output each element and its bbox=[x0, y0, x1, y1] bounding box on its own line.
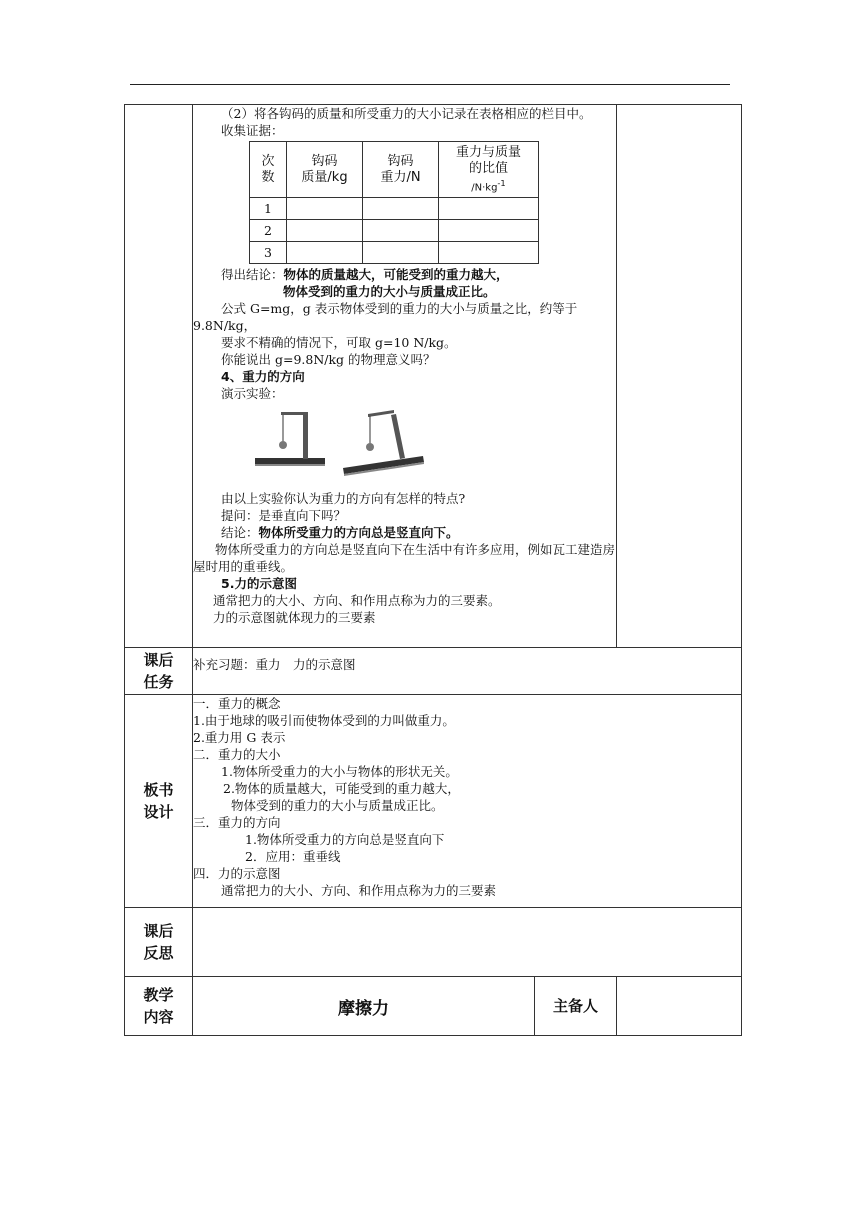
row-index: 3 bbox=[250, 242, 287, 264]
board-line: 一．重力的概念 bbox=[193, 696, 281, 711]
lesson-plan-table bbox=[124, 104, 742, 1036]
table-row bbox=[250, 242, 539, 264]
empty-cell bbox=[439, 242, 539, 264]
table-row bbox=[250, 220, 539, 242]
evidence-header-row bbox=[250, 142, 539, 198]
board-line: 四．力的示意图 bbox=[193, 866, 281, 881]
ask-text: 提问：是垂直向下吗？ bbox=[221, 508, 347, 523]
conclusion-line-1: 得出结论：物体的质量越大，可能受到的重力越大， bbox=[221, 267, 509, 282]
board-line: 2.物体的质量越大，可能受到的重力越大， bbox=[223, 781, 460, 796]
next-topic-title: 摩擦力 bbox=[193, 977, 535, 1036]
step2-text: （2）将各钩码的质量和所受重力的大小记录在表格相应的栏目中。 bbox=[221, 106, 592, 121]
reflection-content bbox=[193, 908, 742, 977]
empty-cell bbox=[363, 220, 439, 242]
process-row bbox=[125, 105, 742, 648]
preparer-label: 主备人 bbox=[535, 977, 617, 1036]
direction-conclusion: 结论：物体所受重力的方向总是竖直向下。 bbox=[221, 525, 459, 540]
homework-row bbox=[125, 648, 742, 695]
board-line: 二．重力的大小 bbox=[193, 747, 281, 762]
empty-cell bbox=[287, 220, 363, 242]
level-bob bbox=[279, 441, 287, 449]
level-base bbox=[255, 458, 325, 464]
section5-heading: 5.力的示意图 bbox=[221, 576, 297, 591]
formula-text: 公式 G=mg，g 表示物体受到的重力的大小与质量之比，约等于 9.8N/kg， bbox=[193, 301, 578, 333]
tilted-arm bbox=[368, 410, 394, 417]
question-text: 你能说出 g=9.8N/kg 的物理意义吗？ bbox=[221, 352, 436, 367]
tilted-bob bbox=[366, 443, 374, 451]
empty-cell bbox=[363, 242, 439, 264]
board-line: 1.物体所受重力的方向总是竖直向下 bbox=[245, 832, 445, 847]
row-index: 1 bbox=[250, 198, 287, 220]
reflection-row bbox=[125, 908, 742, 977]
empty-cell bbox=[439, 220, 539, 242]
board-content bbox=[193, 695, 742, 908]
process-content bbox=[193, 105, 617, 648]
three-elements-text: 通常把力的大小、方向、和作用点称为力的三要素。 bbox=[213, 593, 501, 608]
board-line: 物体受到的重力的大小与质量成正比。 bbox=[231, 798, 444, 813]
board-row bbox=[125, 695, 742, 908]
content-label: 教学 内容 bbox=[125, 977, 193, 1036]
board-line: 通常把力的大小、方向、和作用点称为力的三要素 bbox=[221, 883, 497, 898]
level-arm bbox=[281, 412, 308, 415]
evidence-label: 收集证据： bbox=[221, 123, 284, 138]
approx-text: 要求不精确的情况下，可取 g=10 N/kg。 bbox=[221, 335, 457, 350]
demo-label: 演示实验： bbox=[221, 386, 284, 401]
row-index: 2 bbox=[250, 220, 287, 242]
empty-cell bbox=[363, 198, 439, 220]
header-ratio: 重力与质量 的比值 $/N\cdot kg^{-1}$ bbox=[439, 142, 539, 198]
header-count: 次 数 bbox=[250, 142, 287, 198]
content-row bbox=[125, 977, 742, 1036]
board-line: 三．重力的方向 bbox=[193, 815, 281, 830]
board-line: 1.由于地球的吸引而使物体受到的力叫做重力。 bbox=[193, 713, 455, 728]
conclusion-line-2: 物体受到的重力的大小与质量成正比。 bbox=[283, 284, 496, 299]
section4-heading: 4、重力的方向 bbox=[221, 369, 305, 384]
plumb-line-figure bbox=[253, 406, 616, 484]
preparer-value bbox=[617, 977, 742, 1036]
direction-question: 由以上实验你认为重力的方向有怎样的特点? bbox=[221, 491, 466, 506]
diagram-note: 力的示意图就体现力的三要素 bbox=[213, 610, 376, 625]
evidence-table bbox=[249, 141, 539, 264]
reflection-label: 课后 反思 bbox=[125, 908, 193, 977]
application-text: 物体所受重力的方向总是竖直向下在生活中有许多应用，例如瓦工建造房屋时用的重垂线。 bbox=[193, 542, 616, 574]
empty-cell bbox=[439, 198, 539, 220]
process-label-cell bbox=[125, 105, 193, 648]
table-row bbox=[250, 198, 539, 220]
header-rule bbox=[130, 84, 730, 85]
board-line: 2．应用：重垂线 bbox=[245, 849, 341, 864]
header-weight: 钩码 重力/N bbox=[363, 142, 439, 198]
level-base-shadow bbox=[255, 464, 325, 466]
level-pole bbox=[303, 414, 308, 459]
tilted-pole bbox=[391, 414, 405, 459]
board-line: 1.物体所受重力的大小与物体的形状无关。 bbox=[221, 764, 458, 779]
empty-cell bbox=[287, 242, 363, 264]
homework-content: 补充习题：重力 力的示意图 bbox=[193, 648, 742, 695]
board-label: 板书 设计 bbox=[125, 695, 193, 908]
header-mass: 钩码 质量/kg bbox=[287, 142, 363, 198]
process-notes-cell bbox=[617, 105, 742, 648]
homework-label: 课后 任务 bbox=[125, 648, 193, 695]
board-line: 2.重力用 G 表示 bbox=[193, 730, 286, 745]
plumb-line-illustration bbox=[253, 406, 443, 480]
empty-cell bbox=[287, 198, 363, 220]
